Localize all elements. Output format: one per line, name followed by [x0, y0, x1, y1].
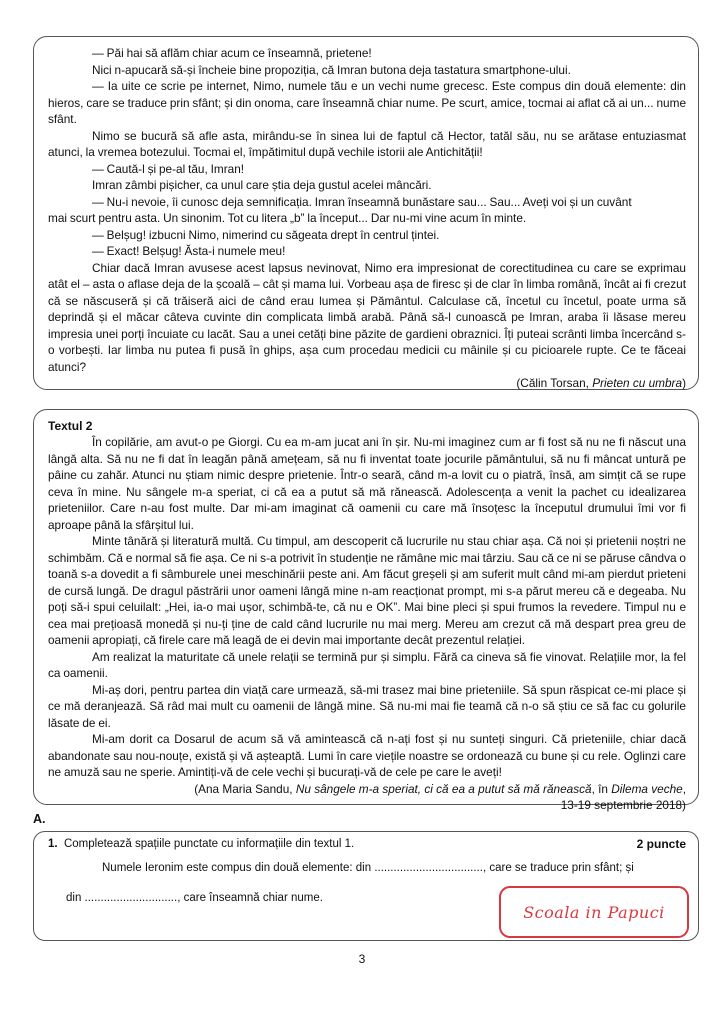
- paragraph: Nici n-apucară să-și încheie bine propoziția, că Imran butona deja tastatura smartphone-ului.: [92, 62, 571, 77]
- text1-body: [48, 45, 686, 375]
- text2-box: [33, 409, 699, 812]
- question1-line1: Numele Ieronim este compus din două elemente: din .................................., care se traduce prin sfânt; și: [102, 862, 634, 874]
- paragraph: — Belșug! izbucni Nimo, nimerind cu săgeata drept în centrul țintei.: [92, 227, 440, 242]
- paragraph: — Nu-i nevoie, îi cunosc deja semnificația. Imran înseamnă bunăstare sau... Sau... Aveți voi și un cuvânt: [92, 194, 632, 209]
- paragraph: Mi-aș dori, pentru partea din viață care urmează, să-mi trasez mai bine prieteniile. Să spun răspicat ce-mi place și ce mă deranjează. Să râd mai mult cu oamenii de lângă mine. Să nu-mi mai fie teamă că n-o să știu ce să fac cu golurile lăsate de ei.: [48, 682, 686, 730]
- text2-source-date: 13-19 septembrie 2018): [560, 798, 686, 812]
- paragraph: În copilărie, am avut-o pe Giorgi. Cu ea m-am jucat ani în șir. Nu-mi imaginez cum ar fi fost să nu ne fi născut una lângă alta. Să nu ne fi dat în leagăn până amețeam, să nu fi inventat toate jocurile pământului, să nu fi mâncat untură pe pâine cu zahăr. Atunci nu știam nimic despre prietenie. Într-o seară, când m-a lovit cu o piatră, însă, am simțit că se rupe ceva în mine. Nu sângele m-a speriat, ci că ea a putut să mă rănească. Adolescența a venit la pachet cu idealizarea prieteniilor. Care n-au fost multe. Dar mi-am imaginat că oamenii cu care mă însoțesc la începutul drumului îmi vor fi aproape până la sfârșitul lui.: [48, 435, 686, 532]
- paragraph: Am realizat la maturitate că unele relații se termină pur și simplu. Fără ca cineva să fie vinovat. Relațiile mor, la fel ca oamenii.: [48, 649, 686, 680]
- watermark-stamp: Scoala in Papuci: [499, 886, 689, 938]
- paragraph: — Caută-l și pe-al tău, Imran!: [92, 161, 245, 176]
- question1-number: 1.: [48, 838, 58, 850]
- paragraph: Chiar dacă Imran avusese acest lapsus nevinovat, Nimo era impresionat de corectitudinea cu care se exprimau atât el – asta o aflase deja de la școală – cât și mama lui. Vorbeau așa de firesc și de clar în limba română, încât ai fi crezut că se născuseră și că trăiseră aici de când erau lumea și Pământul. Calculase că, încetul cu încetul, poate urma să deprindă și el măcar câteva cuvinte din complicata limbă arabă. Până să-l cunoască pe Imran, araba îi lăsase mereu impresia unei porți încuiate cu lacăt. Sau a unei cetăți bine păzite de gardieni obraznici. Îți puteai scrânti limba încercând s-o vorbești. Iar limba nu putea fi pusă în ghips, așa cum procedau medicii cu mâinile și cu picioarele rupte. Ce te făceai atunci?: [48, 260, 686, 374]
- text1-box: [33, 36, 699, 390]
- paragraph: Minte tânără și literatură multă. Cu timpul, am descoperit că lucrurile nu stau chiar așa. Că noi și prietenii noștri ne schimbăm. Că e normal să fie așa. Ce ni s-a potrivit în studenție ne rămâne mic mai târziu. Sau că ce ni se păruse cândva o toană s-a dovedit a fi sâmburele unei meschinării peste ani. Am făcut greșeli și am suferit mult când mi-am pierdut prieteni de cursă lungă. De dragul păstrării unor oameni lângă mine n-am reacționat prompt, mi s-a părut mereu că e degeaba. Nu poți să-i spui celuilalt: „Hei, ia-o mai ușor, schimbă-te, că nu e OK”. Mai bine pleci și spui frumos la revedere. Timpul nu e cea mai prețioasă monedă și nu-ți ține de cald când lucrurile nu mai merg. Mereu am crezut că mă despart prea greu de oamenii apropiați, că firele care mă leagă de ei devin mai importante decât prezentul relației.: [48, 534, 686, 647]
- paragraph: — Ia uite ce scrie pe internet, Nimo, numele tău e un vechi nume grecesc. Este compus din două elemente: din hieros, care se traduce prin sfânt; și din onoma, care înseamnă chiar nume. Pe scurt, amice, tocmai ai aflat că ai un... nume sfânt.: [48, 79, 686, 126]
- text1-source: (Călin Torsan, Prieten cu umbra): [516, 376, 686, 390]
- text2-source: (Ana Maria Sandu, Nu sângele m-a speriat, ci că ea a putut să mă rănească, în Dilema veche,: [194, 781, 686, 796]
- section-label: A.: [33, 812, 46, 826]
- question1-points: 2 puncte: [636, 837, 686, 851]
- question1-line2: din ............................., care înseamnă chiar nume.: [66, 892, 323, 904]
- paragraph: — Păi hai să aflăm chiar acum ce înseamnă, prietene!: [92, 46, 372, 60]
- text2-title: Textul 2: [48, 419, 93, 433]
- page-number: 3: [358, 952, 366, 966]
- question1-header: [48, 837, 686, 851]
- paragraph: Mi-am dorit ca Dosarul de acum să vă amintească că n-ați fost și nu sunteți singuri. Că prieteniile, chiar dacă abandonate sau nou-nouțe, există și vă așteaptă. Lumi în care viețile noastre se ordonează cu bune și cu rele. Oglinzi care ne amuză sau ne sperie. Amintiți-vă de cele vechi și bucurați-vă de cele pe care le aveți!: [48, 732, 686, 779]
- paragraph: Nimo se bucură să afle asta, mirându-se în sinea lui de faptul că Hector, tatăl său, nu se arătase entuziasmat atunci, la vremea botezului. Tocmai el, împătimitul după vechile istorii ale Antichității!: [48, 128, 686, 159]
- question1-prompt-row: [48, 837, 354, 851]
- paragraph: — Exact! Belșug! Ăsta-i numele meu!: [92, 244, 286, 258]
- text2-body: [48, 434, 686, 781]
- paragraph: Imran zâmbi pișicher, ca unul care știa deja gustul acelei mâncări.: [92, 178, 432, 192]
- paragraph: mai scurt pentru asta. Un sinonim. Tot cu litera „b” la început... Dar nu-mi vine acum în minte.: [48, 211, 527, 225]
- source-title: Prieten cu umbra: [592, 376, 683, 390]
- source-publication: Dilema veche: [611, 781, 683, 796]
- source-title: Nu sângele m-a speriat, ci că ea a putut să mă rănească: [295, 781, 592, 796]
- question1-prompt: Completează spațiile punctate cu informațiile din textul 1.: [63, 838, 355, 850]
